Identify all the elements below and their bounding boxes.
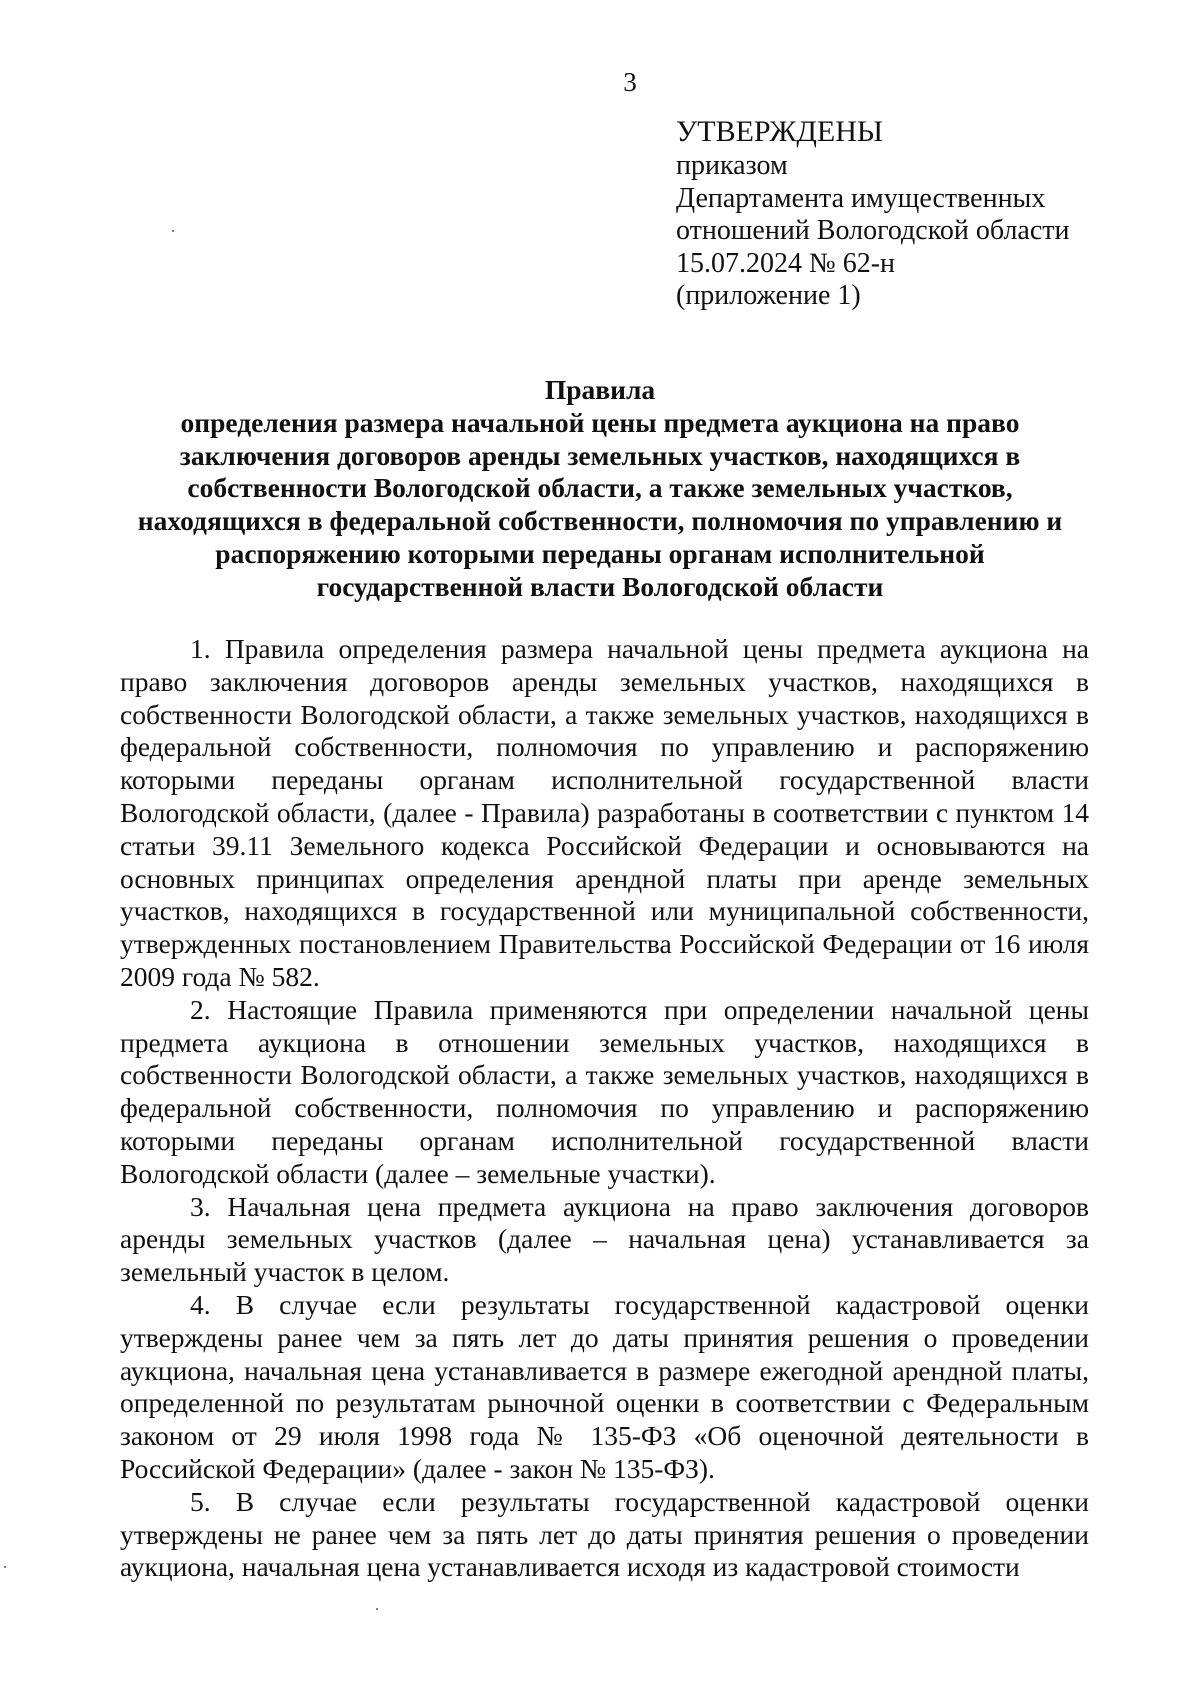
paragraph-1: 1. Правила определения размера начальной цены предмета аукциона на право заключения договоров аренды земельных участков, находящихся в собственности Вологодской области, а также земельных участков, находящихся в федеральной собственности, полномочия по управлению и распоряжению которыми переданы органам исполнительной государственной власти Вологодской области, (далее - Правила) разработаны в соответствии с пунктом 14 статьи 39.11 Земельного кодекса Российской Федерации и основываются на основных принципах определения арендной платы при аренде земельных участков, находящихся в государственной или муниципальной собственности, утвержденных постановлением Правительства Российской Федерации от 16 июля 2009 года № 582. (120, 633, 1089, 992)
title-line: находящихся в федеральной собственности, полномочия по управлению и (137, 505, 1063, 537)
approval-line: Департамента имущественных (676, 182, 1046, 214)
title-line: государственной власти Вологодской области (316, 570, 884, 602)
scan-speck (4, 1566, 6, 1568)
approval-heading: УТВЕРЖДЕНЫ (676, 115, 884, 148)
paragraph-2: 2. Настоящие Правила применяются при определении начальной цены предмета аукциона в отношении земельных участков, находящихся в собственности Вологодской области, а также земельных участков, находящихся в федеральной собственности, полномочия по управлению и распоряжению которыми переданы органам исполнительной государственной власти Вологодской области (далее – земельные участки). (120, 993, 1089, 1189)
document-body (120, 633, 1089, 1584)
approval-line: (приложение 1) (676, 280, 861, 312)
approval-line: отношений Вологодской области (676, 215, 1070, 247)
approval-line: 15.07.2024 № 62-н (676, 247, 896, 279)
approval-stamp (676, 114, 1156, 313)
scan-speck (172, 230, 174, 232)
title-line: определения размера начальной цены предмета аукциона на право (180, 406, 1020, 438)
approval-line: приказом (676, 150, 788, 181)
page-number: 3 (623, 67, 637, 97)
title-line: распоряжению которыми переданы органам исполнительной (215, 537, 985, 569)
document-title (120, 374, 1080, 604)
paragraph-4: 4. В случае если результаты государственной кадастровой оценки утверждены ранее чем за пять лет до даты принятия решения о проведении аукциона, начальная цена устанавливается в размере ежегодной арендной платы, определенной по результатам рыночной оценки в соответствии с Федеральным законом от 29 июля 1998 года № 135-ФЗ «Об оценочной деятельности в Российской Федерации» (далее - закон № 135-ФЗ). (120, 1288, 1089, 1484)
scan-speck (376, 1608, 378, 1610)
title-line: собственности Вологодской области, а также земельных участков, (187, 472, 1013, 504)
paragraph-5: 5. В случае если результаты государственной кадастровой оценки утверждены не ранее чем за пять лет до даты принятия решения о проведении аукциона, начальная цена устанавливается исходя из кадастровой стоимости (120, 1485, 1089, 1583)
title-line: Правила (544, 374, 656, 405)
title-line: заключения договоров аренды земельных участков, находящихся в (179, 439, 1021, 471)
paragraph-3: 3. Начальная цена предмета аукциона на право заключения договоров аренды земельных участков (далее – начальная цена) устанавливается за земельный участок в целом. (120, 1190, 1089, 1288)
